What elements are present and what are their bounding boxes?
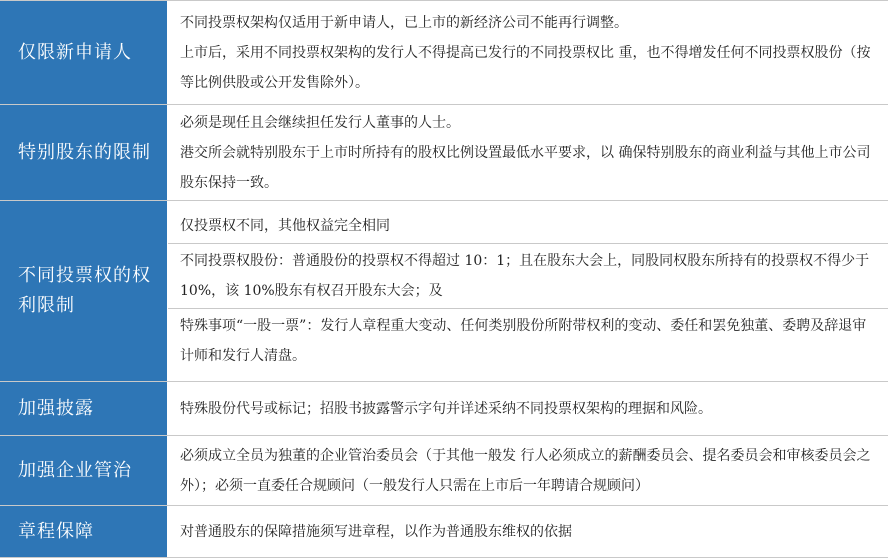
table-row [0,1,888,105]
row-label: 加强披露 [18,397,94,419]
content-paragraph: 港交所会就特别股东于上市时所持有的股权比例设置最低水平要求，以 确保特别股东的商业利益与其他上市公司股东保持一致。 [180,144,871,191]
inner-divider [168,308,888,309]
row-content-cell [168,436,888,505]
content-paragraph: 必须是现任且会继续担任发行人董事的人士。 [180,114,460,131]
row-content-cell [168,105,888,200]
row-label-cell [0,382,168,435]
row-label: 加强企业管治 [18,459,132,481]
content-paragraph: 特殊事项“一股一票”：发行人章程重大变动、任何类别股份所附带权利的变动、委任和罢免独董、委聘及辞退审计师和发行人清盘。 [180,318,867,364]
content-paragraph: 仅投票权不同，其他权益完全相同 [180,218,390,234]
inner-divider [168,243,888,244]
row-content-cell [168,506,888,557]
table-row [0,382,888,436]
content-paragraph: 不同投票权架构仅适用于新申请人，已上市的新经济公司不能再行调整。 [180,14,628,31]
row-label-cell [0,105,168,200]
content-paragraph: 特殊股份代号或标记；招股书披露警示字句并详述采纳不同投票权架构的理据和风险。 [180,400,712,417]
row-label: 章程保障 [18,520,94,542]
table-row [0,201,888,382]
row-label-cell [0,506,168,557]
row-label: 仅限新申请人 [18,41,132,63]
row-label: 特别股东的限制 [18,141,151,163]
row-label: 不同投票权的权利限制 [18,265,151,316]
row-label-cell [0,436,168,505]
row-label-cell [0,1,168,104]
row-content-cell [168,201,888,381]
row-content-cell [168,1,888,104]
table-row [0,506,888,558]
content-paragraph: 对普通股东的保障措施须写进章程，以作为普通股东维权的依据 [180,523,572,540]
row-content-cell [168,382,888,435]
content-paragraph: 不同投票权股份：普通股份的投票权不得超过 10：1；且在股东大会上，同股同权股东所持有的投票权不得少于 10%，该 10%股东有权召开股东大会；及 [180,253,870,299]
content-paragraph: 上市后，采用不同投票权架构的发行人不得提高已发行的不同投票权比 重，也不得增发任何不同投票权股份（按等比例供股或公开发售除外）。 [180,44,871,91]
table-row [0,436,888,506]
content-paragraph: 必须成立全员为独董的企业管治委员会（于其他一般发 行人必须成立的薪酬委员会、提名委员会和审核委员会之外）；必须一直委任合规顾问（一般发行人只需在上市后一年聘请合规顾问） [180,447,871,494]
row-label-cell [0,201,168,381]
table-row [0,105,888,201]
